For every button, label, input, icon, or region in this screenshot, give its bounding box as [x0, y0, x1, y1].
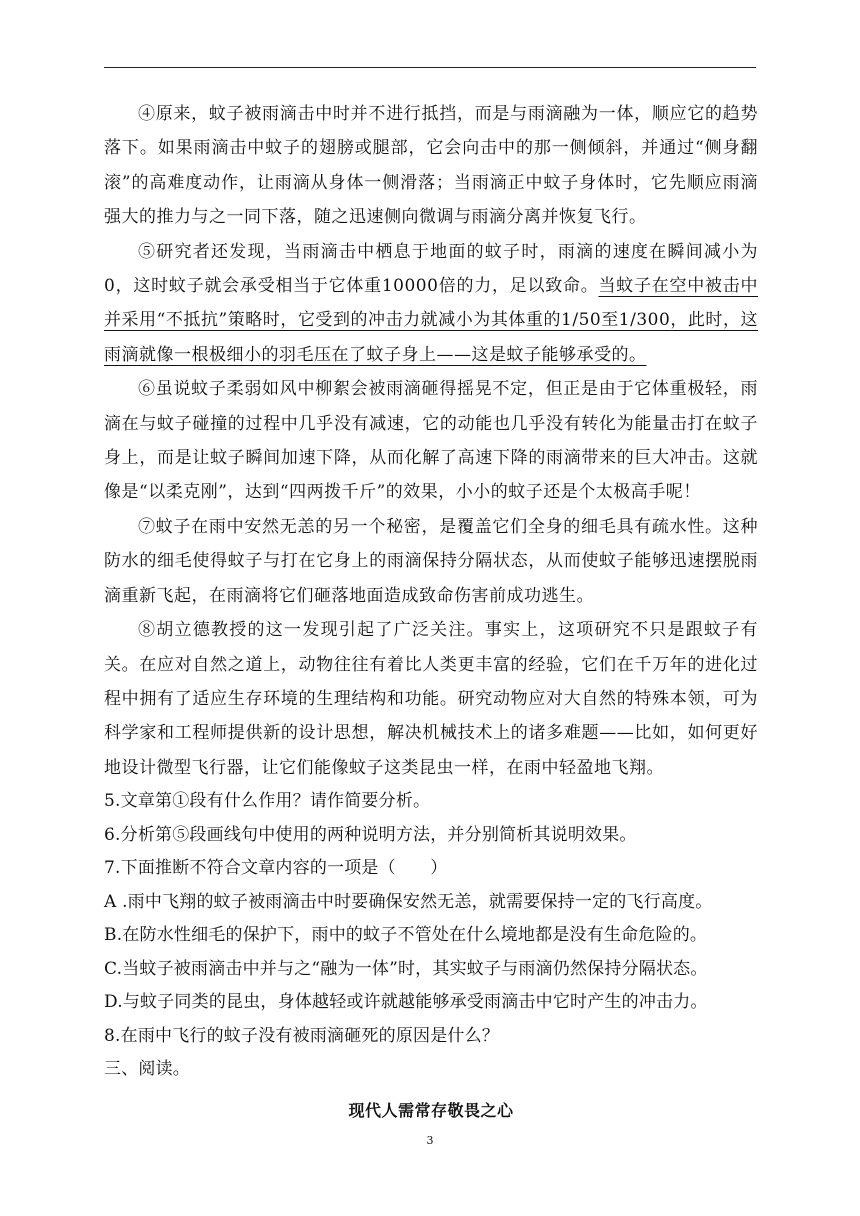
question-8: 8.在雨中飞行的蚊子没有被雨滴砸死的原因是什么？	[104, 1025, 500, 1046]
article-title: 现代人需常存敬畏之心	[348, 1100, 514, 1120]
paragraph-8: ⑧胡立德教授的这一发现引起了广泛关注。事实上，这项研究不只是跟蚊子有关。在应对自然之道上，动物往往有着比人类更丰富的经验，它们在千万年的进化过程中拥有了适应生存环境的生理结构和功能。研究动物应对大自然的特殊本领，可为科学家和工程师提供新的设计思想，解决机械技术上的诸多难题——比如，如何更好地设计微型飞行器，让它们能像蚊子这类昆虫一样，在雨中轻盈地飞翔。	[104, 620, 758, 778]
paragraph-5-text: ⑤研究者还发现，当雨滴击中栖息于地面的蚊子时，雨滴的速度在瞬间减小为0，这时蚊子就会承受相当于它体重10000倍的力，足以致命。	[104, 241, 758, 297]
section-heading: 三、阅读。	[104, 1059, 190, 1080]
page-content	[104, 97, 758, 1125]
paragraph-7: ⑦蚊子在雨中安然无恙的另一个秘密，是覆盖它们全身的细毛具有疏水性。这种防水的细毛使得蚊子与打在它身上的雨滴保持分隔状态，从而使蚊子能够迅速摆脱雨滴重新飞起，在雨滴将它们砸落地面造成致命伤害前成功逃生。	[104, 516, 758, 606]
question-7-option-c: C.当蚊子被雨滴击中并与之“融为一体”时，其实蚊子与雨滴仍然保持分隔状态。	[104, 958, 708, 979]
paragraph-4: ④原来，蚊子被雨滴击中时并不进行抵挡，而是与雨滴融为一体，顺应它的趋势落下。如果雨滴击中蚊子的翅膀或腿部，它会向击中的那一侧倾斜，并通过“侧身翻滚”的高难度动作，让雨滴从身体一侧滑落；当雨滴正中蚊子身体时，它先顺应雨滴强大的推力与之一同下落，随之迅速侧向微调与雨滴分离并恢复飞行。	[104, 104, 758, 228]
question-7: 7.下面推断不符合文章内容的一项是（ ）	[104, 858, 448, 879]
question-7-option-b: B.在防水性细毛的保护下，雨中的蚊子不管处在什么境地都是没有生命危险的。	[104, 925, 708, 946]
page-number: 3	[426, 1134, 434, 1147]
question-7-option-d: D.与蚊子同类的昆虫，身体越轻或许就越能够承受雨滴击中它时产生的冲击力。	[104, 992, 708, 1013]
paragraph-5	[104, 235, 758, 373]
question-7-option-a: A .雨中飞翔的蚊子被雨滴击中时要确保安然无恙，就需要保持一定的飞行高度。	[104, 891, 713, 912]
question-6: 6.分析第⑤段画线句中使用的两种说明方法，并分别简析其说明效果。	[104, 824, 637, 845]
header-rule	[104, 67, 756, 68]
question-5: 5.文章第①段有什么作用？请作简要分析。	[104, 791, 431, 812]
paragraph-5-underlined-sentence: 当蚊子在空中被击中并采用“不抵抗”策略时，它受到的冲击力就减小为其体重的1/50至1/300，此时，这雨滴就像一根极细小的羽毛压在了蚊子身上——这是蚊子能够承受的。	[104, 276, 758, 365]
paragraph-6: ⑥虽说蚊子柔弱如风中柳絮会被雨滴砸得摇晃不定，但正是由于它体重极轻，雨滴在与蚊子碰撞的过程中几乎没有减速，它的动能也几乎没有转化为能量击打在蚊子身上，而是让蚊子瞬间加速下降，从而化解了高速下降的雨滴带来的巨大冲击。这就像是“以柔克刚”，达到“四两拨千斤”的效果，小小的蚊子还是个太极高手呢！	[104, 379, 758, 503]
